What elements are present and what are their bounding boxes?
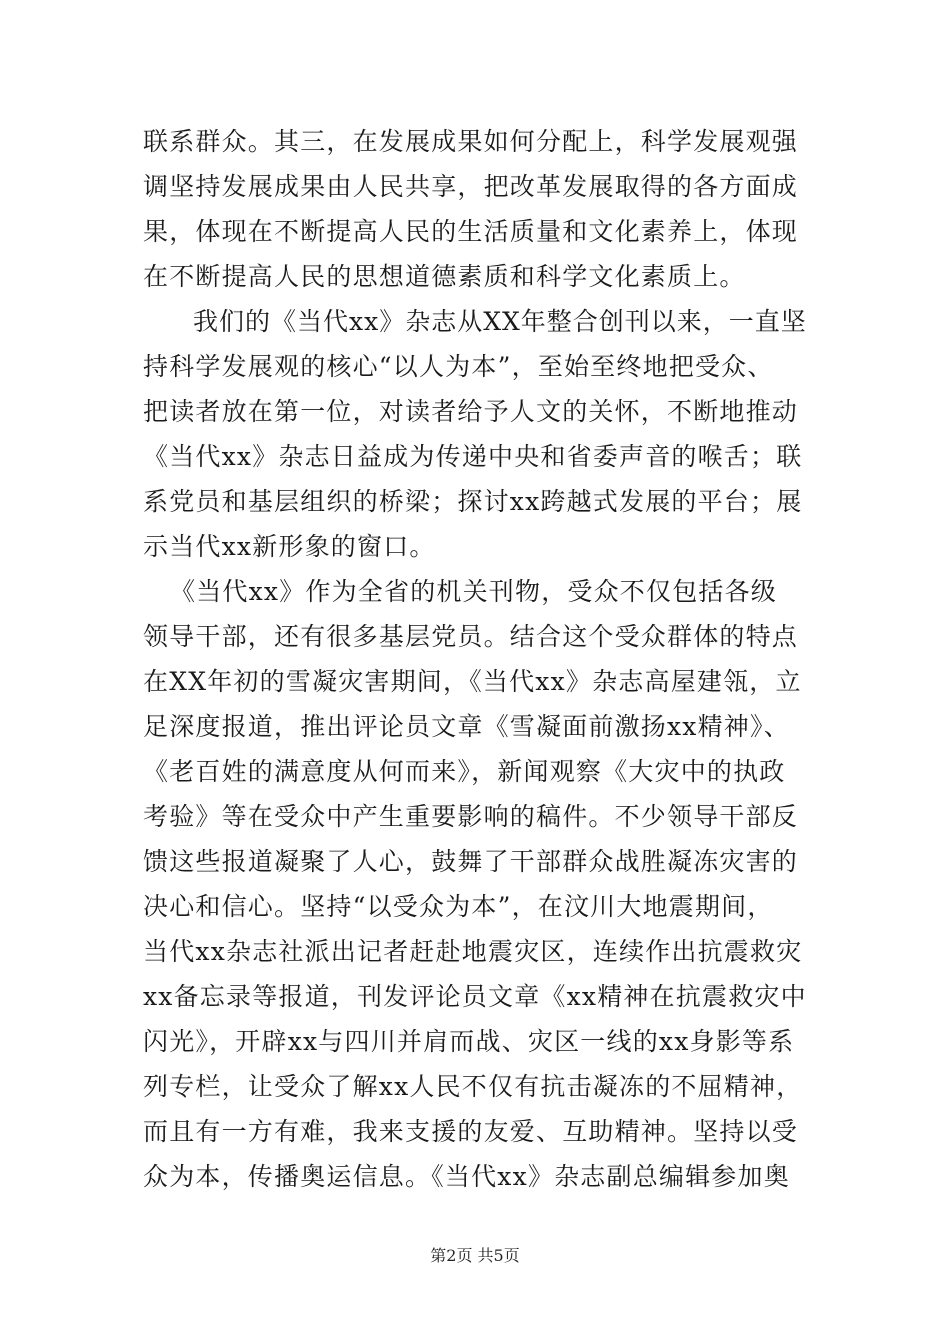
text-line: 联系群众。其三，在发展成果如何分配上，科学发展观强 [143, 127, 799, 156]
text-line: 领导干部，还有很多基层党员。结合这个受众群体的特点 [143, 622, 799, 651]
text-line: 闪光》，开辟xx与四川并肩而战、灾区一线的xx身影等系 [143, 1027, 795, 1056]
text-line: 足深度报道，推出评论员文章《雪凝面前激扬xx精神》、 [143, 712, 790, 741]
text-line: 示当代xx新形象的窗口。 [143, 532, 436, 561]
text-line: 果，体现在不断提高人民的生活质量和文化素养上，体现 [143, 217, 799, 246]
text-line: 在不断提高人民的思想道德素质和科学文化素质上。 [143, 262, 746, 291]
text-line: 《老百姓的满意度从何而来》，新闻观察《大灾中的执政 [143, 757, 786, 786]
text-line: 系党员和基层组织的桥梁；探讨xx跨越式发展的平台；展 [143, 487, 803, 516]
text-line: 馈这些报道凝聚了人心，鼓舞了干部群众战胜凝冻灾害的 [143, 847, 799, 876]
text-line: 列专栏，让受众了解xx人民不仅有抗击凝冻的不屈精神， [143, 1072, 803, 1101]
paragraph-start-line: 《当代xx》作为全省的机关刊物，受众不仅包括各级 [170, 577, 778, 606]
text-line: 考验》等在受众中产生重要影响的稿件。不少领导干部反 [143, 802, 799, 831]
page-number-footer: 第2页 共5页 [430, 1246, 520, 1265]
text-line: 当代xx杂志社派出记者赶赴地震灾区，连续作出抗震救灾 [143, 937, 803, 966]
text-line: 持科学发展观的核心“以人为本”，至始至终地把受众、 [143, 352, 774, 381]
paragraph-start-line: 我们的《当代xx》杂志从XX年整合创刊以来，一直坚 [193, 307, 807, 336]
text-line: 众为本，传播奥运信息。《当代xx》杂志副总编辑参加奥 [143, 1162, 790, 1191]
text-line: 调坚持发展成果由人民共享，把改革发展取得的各方面成 [143, 172, 799, 201]
text-line: xx备忘录等报道，刊发评论员文章《xx精神在抗震救灾中 [143, 982, 807, 1011]
text-line: 《当代xx》杂志日益成为传递中央和省委声音的喉舌；联 [143, 442, 803, 471]
text-line: 在XX年初的雪凝灾害期间，《当代xx》杂志高屋建瓴，立 [143, 667, 802, 696]
text-line: 决心和信心。坚持“以受众为本”，在汶川大地震期间， [143, 892, 774, 921]
text-line: 把读者放在第一位，对读者给予人文的关怀，不断地推动 [143, 397, 799, 426]
text-line: 而且有一方有难，我来支援的友爱、互助精神。坚持以受 [143, 1117, 799, 1146]
